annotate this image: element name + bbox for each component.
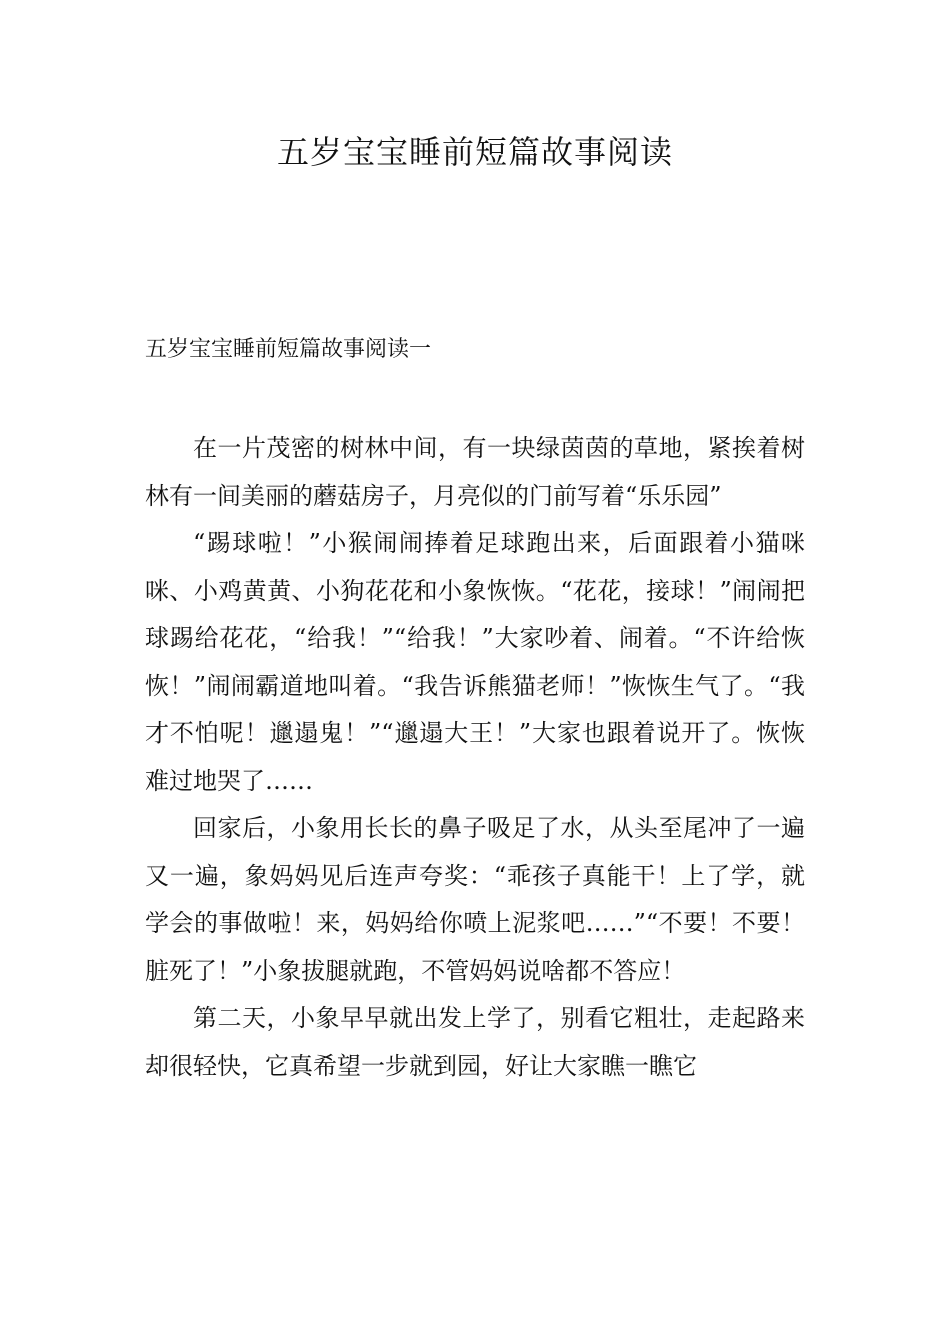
story-paragraph: “踢球啦！”小猴闹闹捧着足球跑出来，后面跟着小猫咪咪、小鸡黄黄、小狗花花和小象恢恢。“花花，接球！”闹闹把球踢给花花，“给我！”“给我！”大家吵着、闹着。“不许给恢恢！”闹闹霸道地叫着。“我告诉熊猫老师！”恢恢生气了。“我才不怕呢！邋遢鬼！”“邋遢大王！”大家也跟着说开了。恢恢难过地哭了…… <box>145 529 805 795</box>
story-body <box>145 425 805 1090</box>
story-paragraph: 第二天，小象早早就出发上学了，别看它粗壮，走起路来却很轻快，它真希望一步就到园，好让大家瞧一瞧它 <box>145 1004 805 1080</box>
story-paragraph: 回家后，小象用长长的鼻子吸足了水，从头至尾冲了一遍又一遍，象妈妈见后连声夸奖：“乖孩子真能干！上了学，就学会的事做啦！来，妈妈给你喷上泥浆吧……”“不要！不要！脏死了！”小象拔腿就跑，不管妈妈说啥都不答应！ <box>145 814 805 985</box>
document-title: 五岁宝宝睡前短篇故事阅读 <box>276 133 673 171</box>
story-paragraph: 在一片茂密的树林中间，有一块绿茵茵的草地，紧挨着树林有一间美丽的蘑菇房子，月亮似的门前写着“乐乐园” <box>145 434 805 510</box>
section-heading: 五岁宝宝睡前短篇故事阅读一 <box>145 337 432 362</box>
